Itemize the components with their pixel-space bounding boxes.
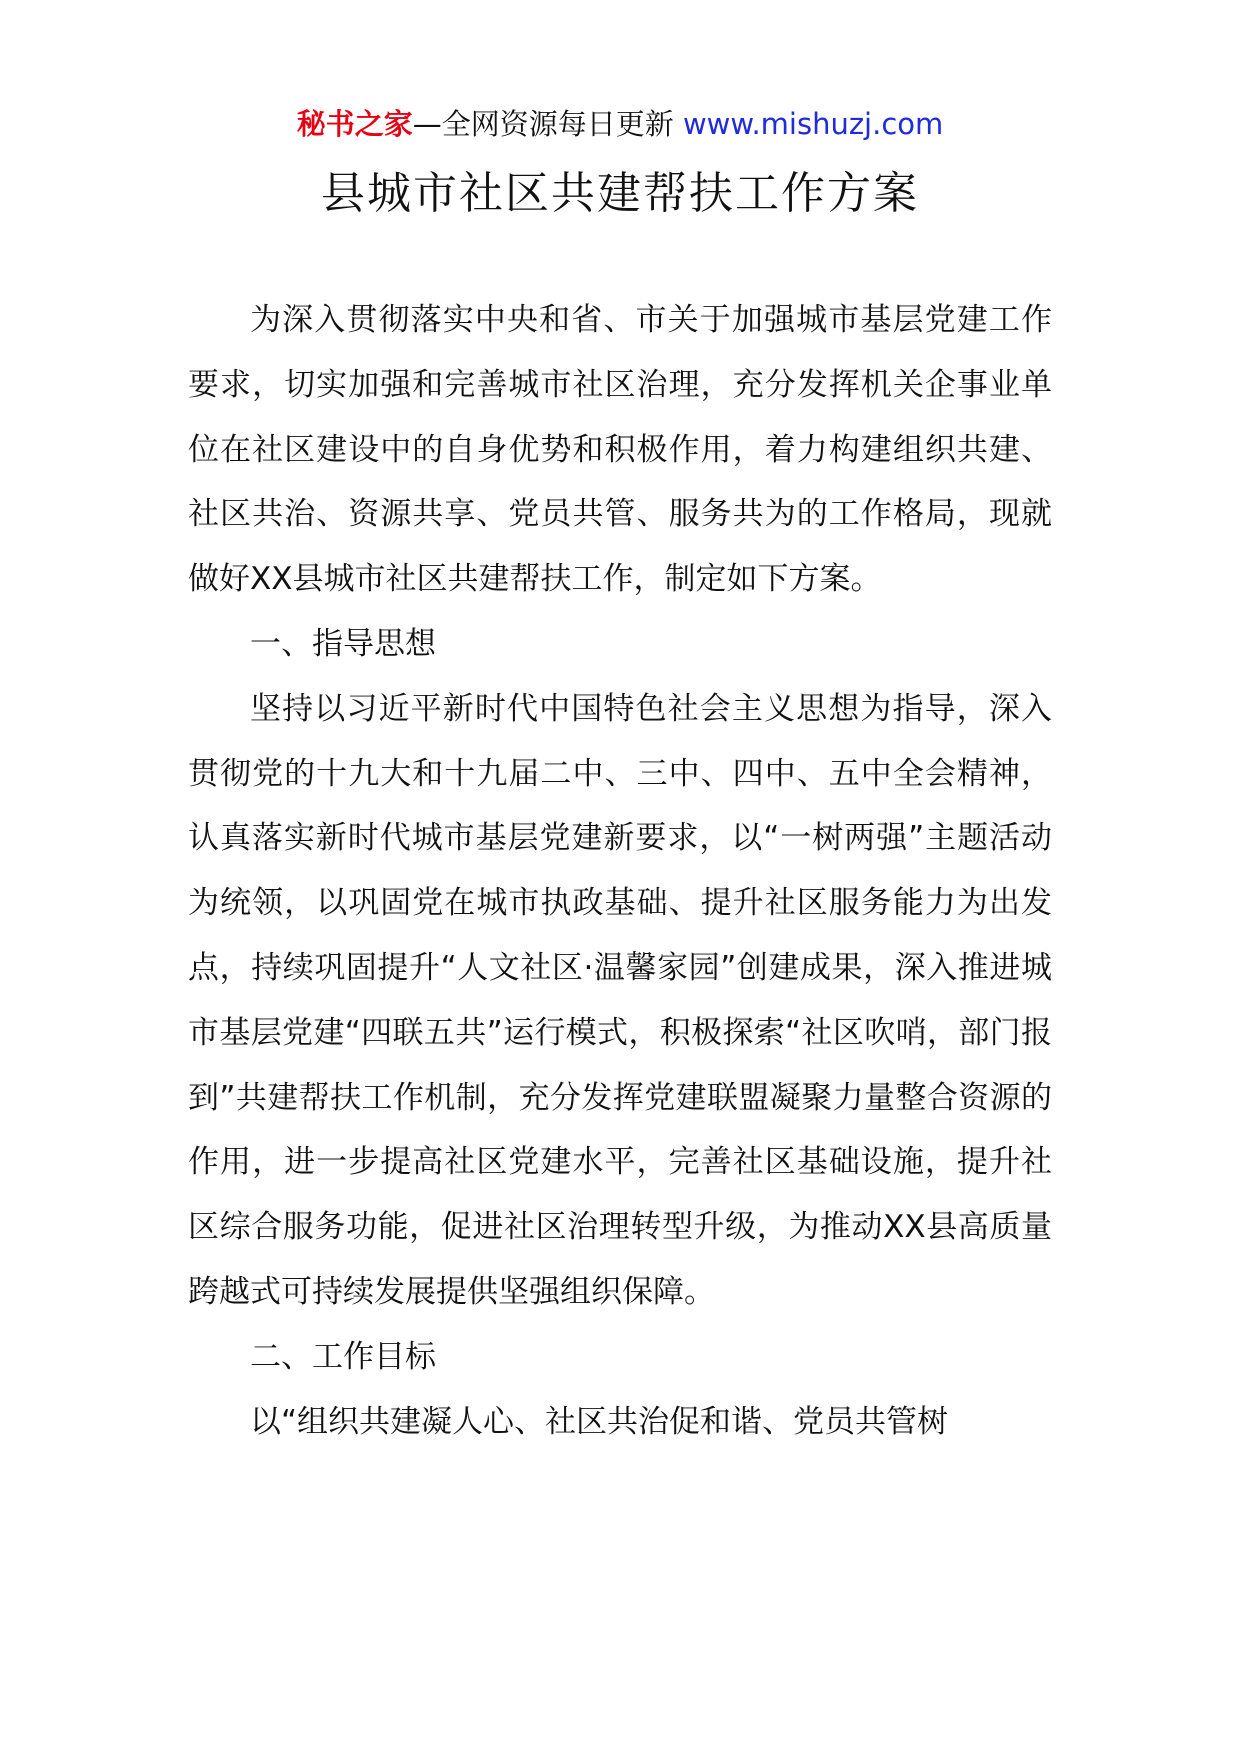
site-header: [0, 104, 1240, 144]
site-url-link[interactable]: www.mishuzj.com: [682, 107, 944, 141]
work-goals-paragraph: 以“组织共建凝人心、社区共治促和谐、党员共管树: [250, 1403, 949, 1440]
document-title: 县城市社区共建帮扶工作方案: [321, 168, 919, 219]
header-tagline: —全网资源每日更新: [412, 107, 683, 141]
section-heading-work-goals: 二、工作目标: [250, 1338, 436, 1375]
document-body: [188, 288, 1052, 1454]
brand-name: 秘书之家: [296, 107, 413, 141]
intro-paragraph: 为深入贯彻落实中央和省、市关于加强城市基层党建工作要求，切实加强和完善城市社区治理，充分发挥机关企事业单位在社区建设中的自身优势和积极作用，着力构建组织共建、社区共治、资源共享、党员共管、服务共为的工作格局，现就做好XX县城市社区共建帮扶工作，制定如下方案。: [188, 302, 1052, 598]
section-heading-guiding-thought: 一、指导思想: [250, 625, 436, 662]
guiding-thought-paragraph: 坚持以习近平新时代中国特色社会主义思想为指导，深入贯彻党的十九大和十九届二中、三中、四中、五中全会精神，认真落实新时代城市基层党建新要求，以“一树两强”主题活动为统领，以巩固党在城市执政基础、提升社区服务能力为出发点，持续巩固提升“人文社区·温馨家园”创建成果，深入推进城市基层党建“四联五共”运行模式，积极探索“社区吹哨，部门报到”共建帮扶工作机制，充分发挥党建联盟凝聚力量整合资源的作用，进一步提高社区党建水平，完善社区基础设施，提升社区综合服务功能，促进社区治理转型升级，为推动XX县高质量跨越式可持续发展提供坚强组织保障。: [188, 690, 1052, 1310]
